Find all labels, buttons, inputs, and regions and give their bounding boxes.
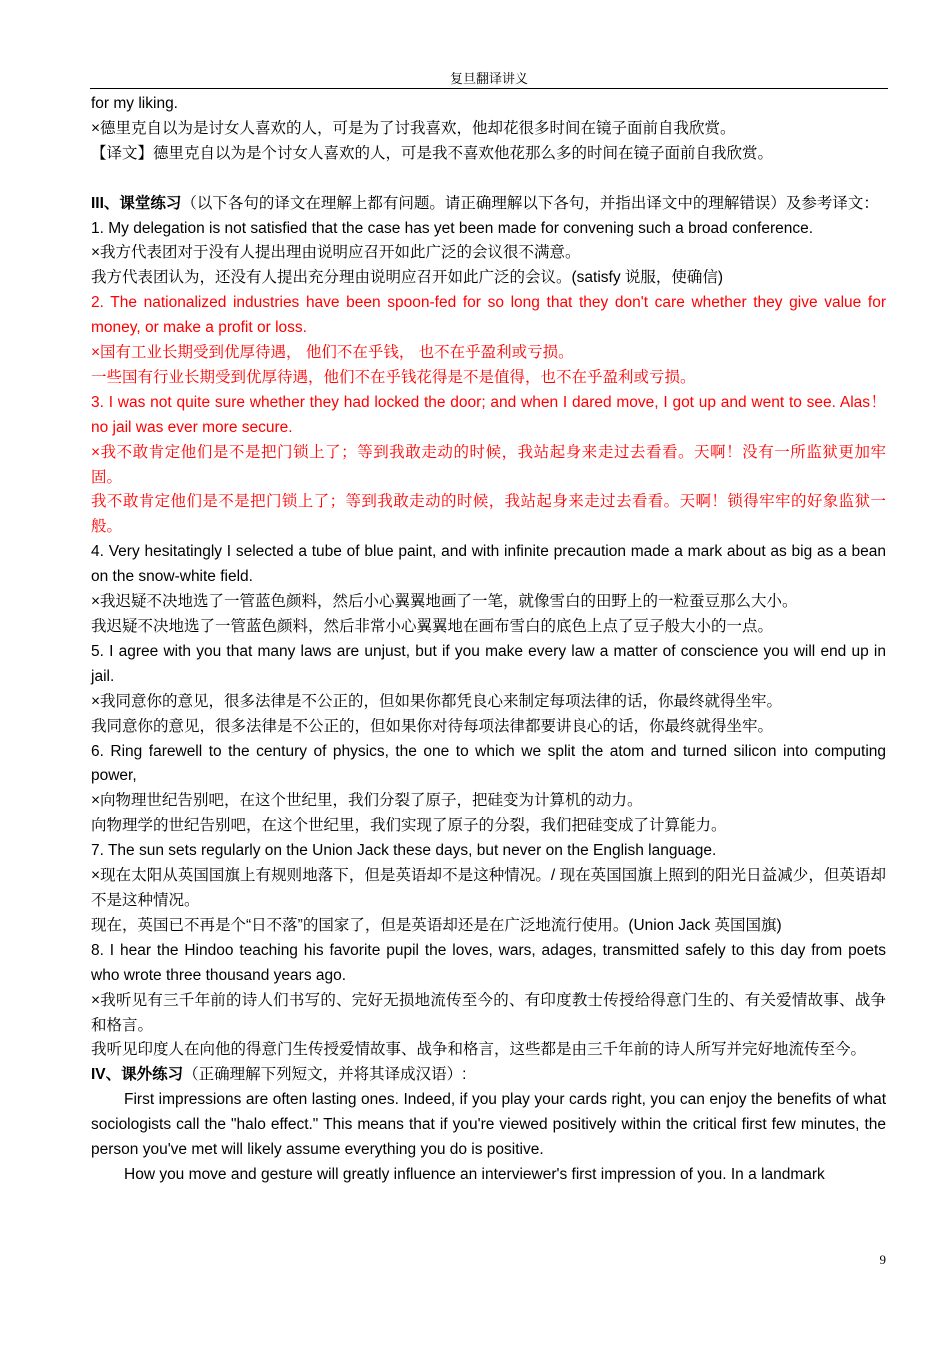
item6-wrong: ×向物理世纪告别吧，在这个世纪里，我们分裂了原子，把硅变为计算机的动力。 — [91, 792, 643, 810]
blank-line — [91, 167, 886, 192]
section3-label: III、课堂练习 — [91, 194, 182, 212]
header-title: 复旦翻译讲义 — [449, 72, 528, 87]
item1-wrong: ×我方代表团对于没有人提出理由说明应召开如此广泛的会议很不满意。 — [91, 244, 581, 262]
item3-correct: 我不敢肯定他们是不是把门锁上了；等到我敢走动的时候，我站起身来走过去看看。天啊！锁得牢牢的好象监狱一般。 — [91, 493, 886, 536]
intro-correct-translation: 【译文】德里克自以为是个讨女人喜欢的人，可是我不喜欢他花那么多的时间在镜子面前自我欣赏。 — [91, 144, 774, 162]
item1-source: 1. My delegation is not satisfied that the case has yet been made for convening such a broad conference. — [91, 219, 814, 237]
exercise-paragraph-2: How you move and gesture will greatly influence an interviewer's first impression of you. In a landmark — [124, 1165, 825, 1183]
section4-instructions: （正确理解下列短文，并将其译成汉语）: — [183, 1066, 467, 1084]
item5-wrong: ×我同意你的意见，很多法律是不公正的，但如果你都凭良心来制定每项法律的话，你最终就得坐牢。 — [91, 692, 783, 710]
item8-wrong: ×我听见有三千年前的诗人们书写的、完好无损地流传至今的、有印度教士传授给得意门生的、有关爱情故事、战争和格言。 — [91, 991, 886, 1034]
intro-wrong-translation: ×德里克自以为是讨女人喜欢的人，可是为了讨我喜欢，他却花很多时间在镜子面前自我欣赏。 — [91, 119, 736, 137]
item5-correct: 我同意你的意见，很多法律是不公正的，但如果你对待每项法律都要讲良心的话，你最终就得坐牢。 — [91, 717, 774, 735]
item8-source: 8. I hear the Hindoo teaching his favorite pupil the loves, wars, adages, transmitted safely to this day from poets who wrote three thousand years ago. — [91, 941, 886, 984]
item3-source: 3. I was not quite sure whether they had locked the door; and when I dared move, I got up and went to see. Alas！ no jail was ever more secure. — [91, 393, 886, 436]
section3-heading — [91, 192, 886, 217]
item7-correct: 现在，英国已不再是个“日不落”的国家了，但是英语却还是在广泛地流行使用。(Union Jack 英国国旗) — [91, 916, 782, 934]
intro-continuation: for my liking. — [91, 95, 178, 112]
item6-correct: 向物理学的世纪告别吧，在这个世纪里，我们实现了原子的分裂，我们把硅变成了计算能力。 — [91, 817, 727, 835]
item4-source: 4. Very hesitatingly I selected a tube of blue paint, and with infinite precaution made a mark about as big as a bean on the snow-white field. — [91, 543, 886, 586]
item8-correct: 我听见印度人在向他的得意门生传授爱情故事、战争和格言，这些都是由三千年前的诗人所写并完好地流传至今。 — [91, 1041, 867, 1059]
item5-source: 5. I agree with you that many laws are unjust, but if you make every law a matter of conscience you will end up in jail. — [91, 642, 886, 685]
exercise-paragraph-1: First impressions are often lasting ones. Indeed, if you play your cards right, you can enjoy the benefits of what sociologists call the "halo effect." This means that if you're viewed positively within the critical first few minutes, the person you've met will likely assume everything you do is positive. — [91, 1091, 886, 1159]
section4-heading — [91, 1063, 886, 1088]
section3-instructions: （以下各句的译文在理解上都有问题。请正确理解以下各句，并指出译文中的理解错误）及参考译文： — [181, 194, 879, 212]
item2-source: 2. The nationalized industries have been spoon-fed for so long that they don't care whether they give value for money, or make a profit or loss. — [91, 294, 886, 337]
document-body — [91, 92, 886, 1188]
header-rule — [90, 88, 888, 89]
item2-correct: 一些国有行业长期受到优厚待遇，他们不在乎钱花得是不是值得，也不在乎盈利或亏损。 — [91, 368, 696, 386]
section4-label: IV、课外练习 — [91, 1066, 184, 1084]
item4-correct: 我迟疑不决地选了一管蓝色颜料，然后非常小心翼翼地在画布雪白的底色上点了豆子般大小的一点。 — [91, 618, 774, 636]
item3-wrong: ×我不敢肯定他们是不是把门锁上了；等到我敢走动的时候，我站起身来走过去看看。天啊！没有一所监狱更加牢固。 — [91, 443, 886, 486]
item7-source: 7. The sun sets regularly on the Union Jack these days, but never on the English language. — [91, 842, 717, 860]
item7-wrong: ×现在太阳从英国国旗上有规则地落下，但是英语却不是这种情况。/ 现在英国国旗上照到的阳光日益减少，但英语却不是这种情况。 — [91, 867, 886, 909]
item1-correct: 我方代表团认为，还没有人提出充分理由说明应召开如此广泛的会议。(satisfy 说服，使确信) — [91, 269, 724, 287]
item4-wrong: ×我迟疑不决地选了一管蓝色颜料，然后小心翼翼地画了一笔，就像雪白的田野上的一粒蚕豆那么大小。 — [91, 593, 798, 611]
item6-source: 6. Ring farewell to the century of physics, the one to which we split the atom and turned silicon into computing power, — [91, 742, 886, 785]
page-number: 9 — [879, 1252, 886, 1267]
item2-wrong: ×国有工业长期受到优厚待遇， 他们不在乎钱， 也不在乎盈利或亏损。 — [91, 344, 574, 362]
